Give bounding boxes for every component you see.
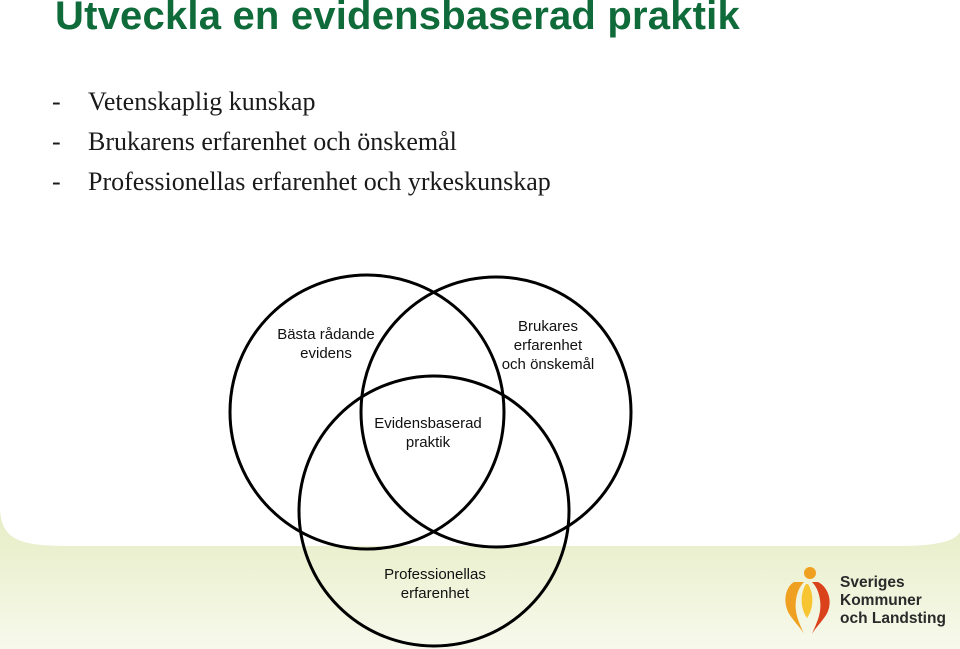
bullet-marker: - bbox=[52, 87, 61, 116]
venn-label-center: Evidensbaserad praktik bbox=[374, 415, 482, 451]
venn-label-left: Bästa rådande evidens bbox=[277, 326, 375, 362]
bullet-text: Vetenskaplig kunskap bbox=[88, 87, 316, 116]
bullet-text: Brukarens erfarenhet och önskemål bbox=[88, 127, 457, 156]
bullet-marker: - bbox=[52, 127, 61, 156]
slide-title: Utveckla en evidensbaserad praktik bbox=[55, 0, 740, 38]
venn-circle-left bbox=[230, 275, 504, 549]
bullet-text: Professionellas erfarenhet och yrkeskunskap bbox=[88, 167, 551, 196]
venn-label-right: Brukares erfarenhet och önskemål bbox=[501, 318, 595, 373]
bullet-marker: - bbox=[52, 167, 61, 196]
venn-label-bottom: Professionellas erfarenhet bbox=[384, 566, 486, 602]
skl-flame-figure-icon bbox=[780, 566, 836, 636]
skl-logo bbox=[780, 566, 950, 636]
skl-logo-text: Sveriges Kommuner och Landsting bbox=[840, 574, 946, 627]
